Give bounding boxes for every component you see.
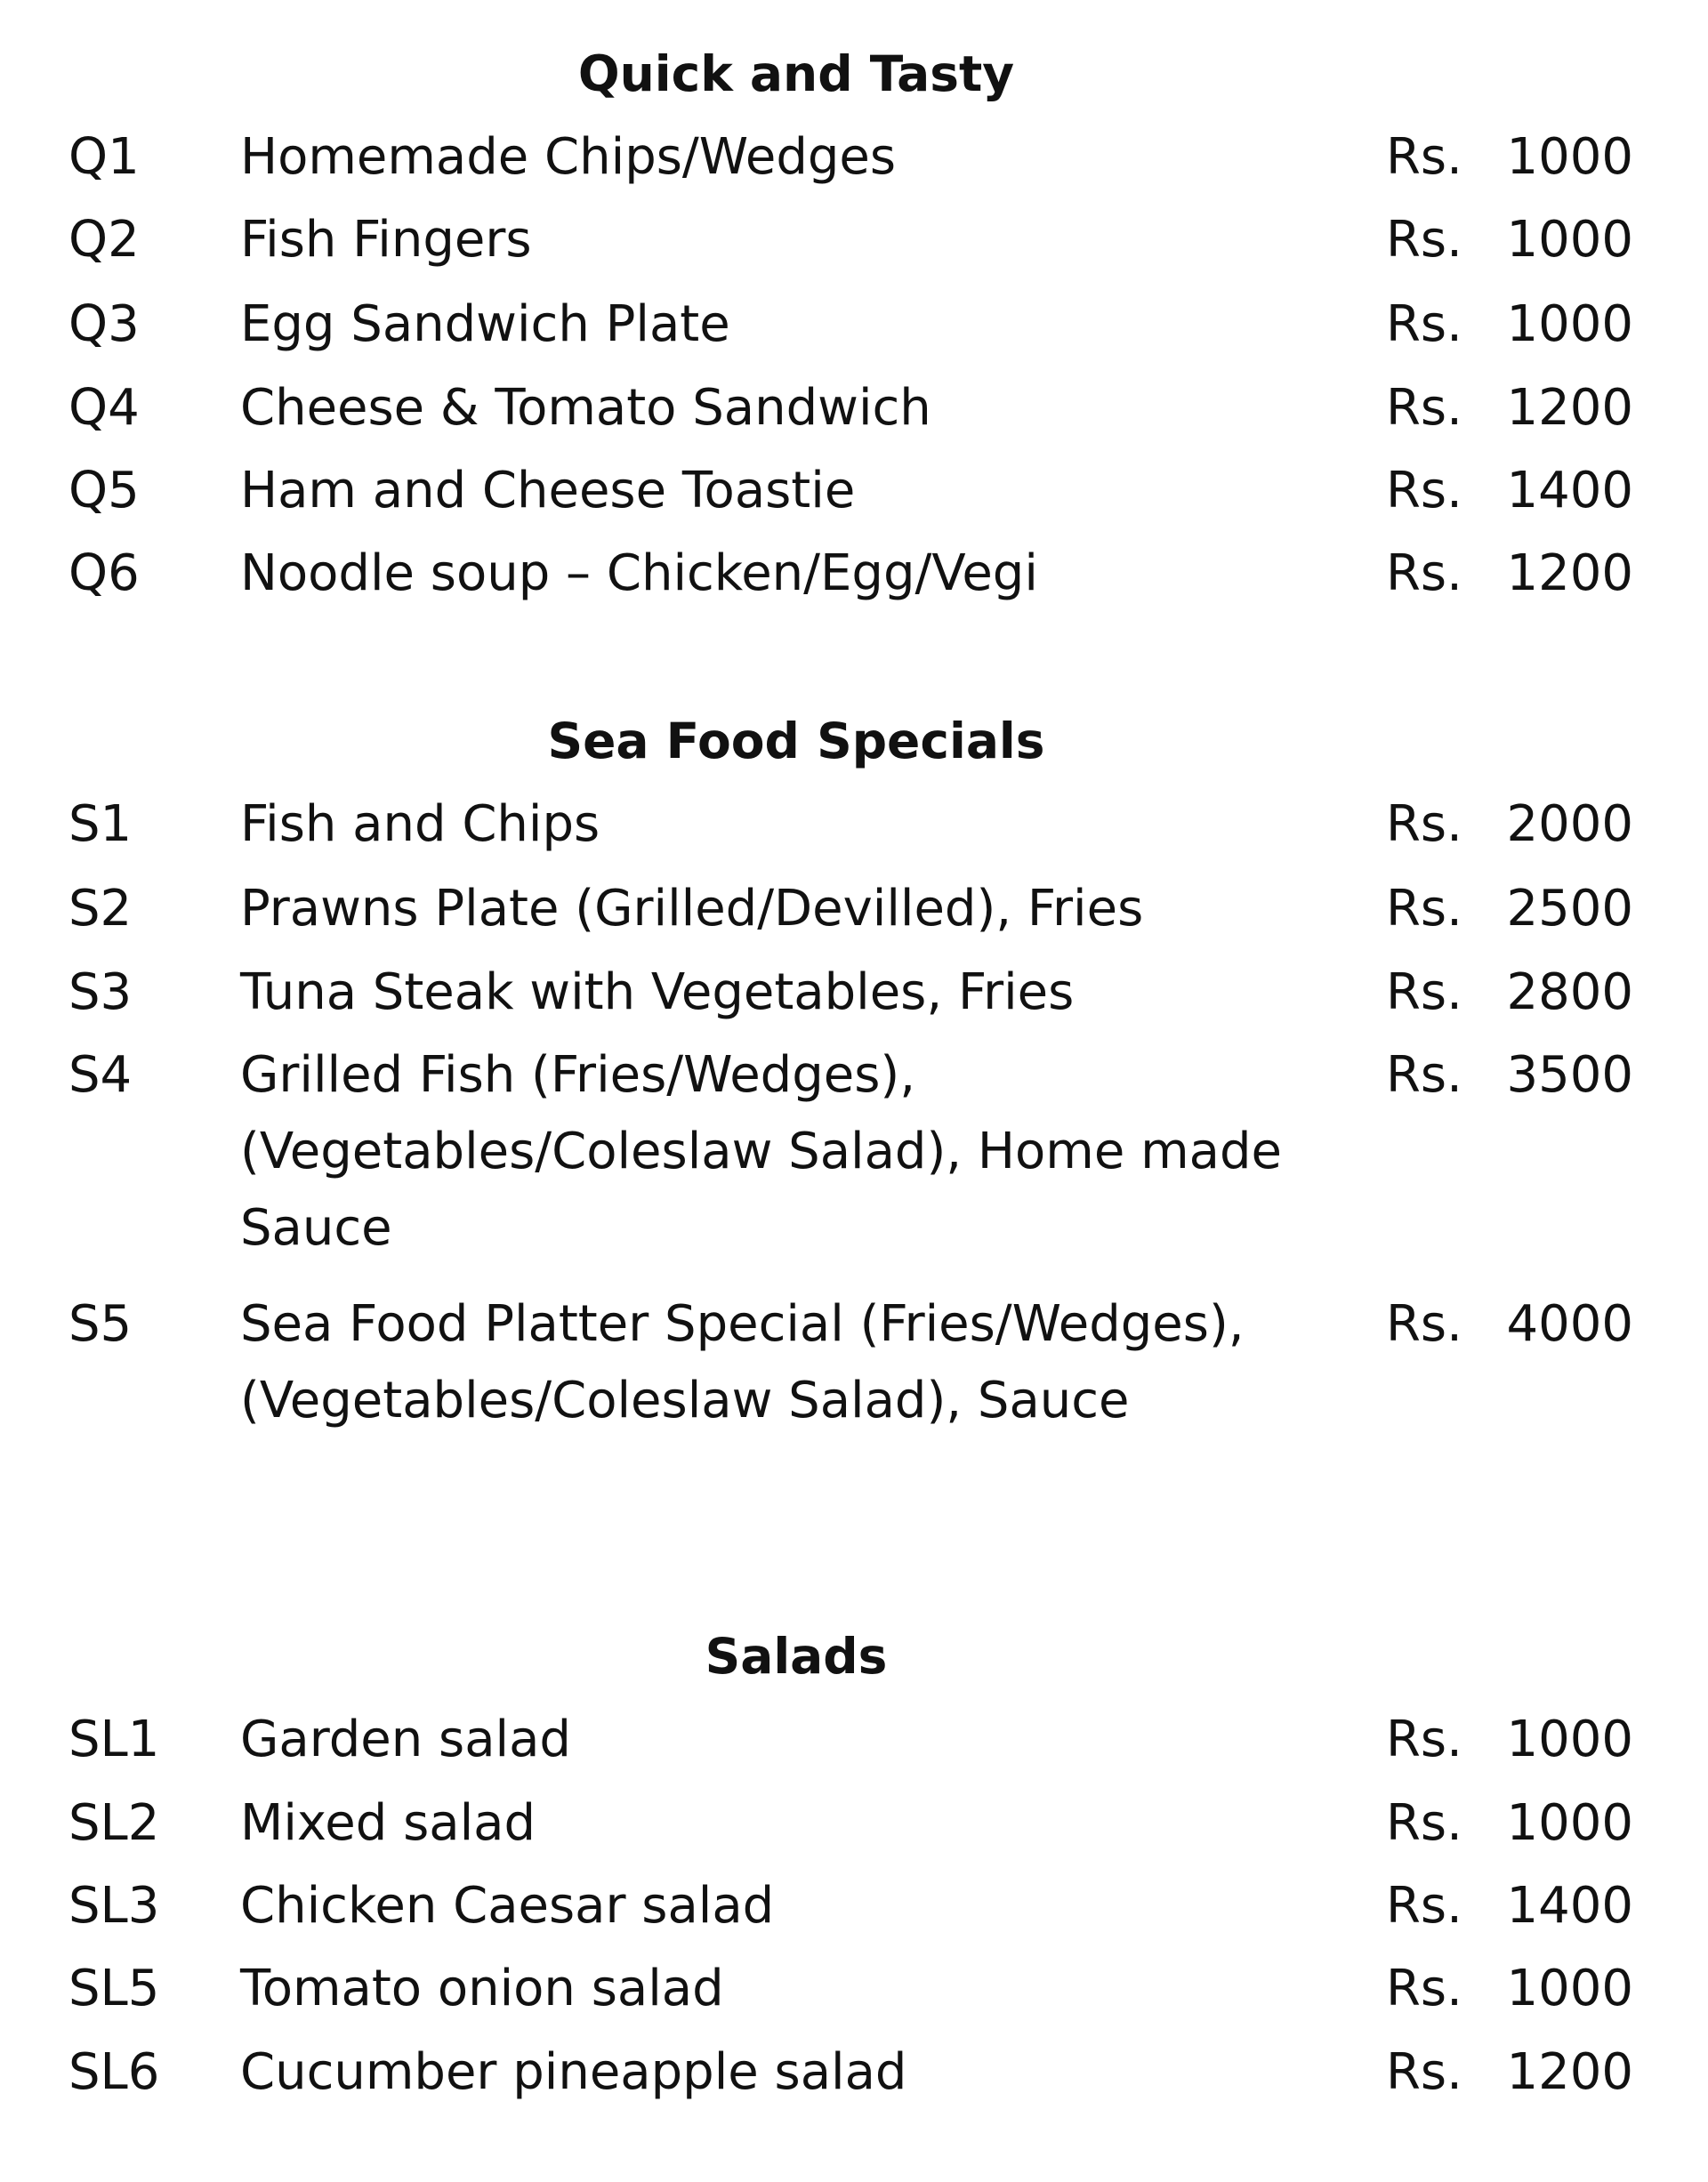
item-code: Q4 [68, 379, 140, 437]
item-price: 1000 [1506, 1794, 1633, 1852]
item-name: Noodle soup – Chicken/Egg/Vegi [240, 544, 1038, 602]
item-currency: Rs. [1386, 1046, 1462, 1104]
section-title-quick-and-tasty: Quick and Tasty [577, 45, 1015, 102]
item-name: Sea Food Platter Special (Fries/Wedges), (Vegetables/Coleslaw Salad), Sauce [240, 1295, 1245, 1429]
item-code: S5 [68, 1295, 133, 1353]
item-currency: Rs. [1386, 963, 1462, 1021]
item-name: Garden salad [240, 1711, 571, 1768]
item-code: Q1 [68, 128, 140, 186]
item-currency: Rs. [1386, 462, 1462, 519]
item-currency: Rs. [1386, 1711, 1462, 1768]
item-price: 2500 [1506, 880, 1633, 938]
item-currency: Rs. [1386, 211, 1462, 269]
item-name: Tuna Steak with Vegetables, Fries [240, 963, 1075, 1021]
item-currency: Rs. [1386, 1960, 1462, 2017]
item-code: Q5 [68, 462, 140, 519]
item-currency: Rs. [1386, 128, 1462, 186]
item-code: SL2 [68, 1794, 160, 1852]
item-name: Mixed salad [240, 1794, 536, 1852]
section-title-sea-food-specials: Sea Food Specials [547, 713, 1045, 769]
section-title-salads: Salads [705, 1628, 888, 1685]
item-currency: Rs. [1386, 880, 1462, 938]
item-currency: Rs. [1386, 2043, 1462, 2101]
item-code: S3 [68, 963, 133, 1021]
item-name: Fish Fingers [240, 211, 532, 269]
item-price: 1400 [1506, 1877, 1633, 1935]
item-code: Q3 [68, 295, 140, 353]
item-price: 1200 [1506, 544, 1633, 602]
item-price: 1000 [1506, 128, 1633, 186]
item-price: 1400 [1506, 462, 1633, 519]
item-currency: Rs. [1386, 379, 1462, 437]
item-code: S1 [68, 795, 133, 853]
item-code: Q2 [68, 211, 140, 269]
item-price: 1200 [1506, 2043, 1633, 2101]
item-name: Cucumber pineapple salad [240, 2043, 907, 2101]
item-price: 3500 [1506, 1046, 1633, 1104]
item-name: Ham and Cheese Toastie [240, 462, 856, 519]
item-name: Cheese & Tomato Sandwich [240, 379, 931, 437]
item-price: 1000 [1506, 1960, 1633, 2017]
item-code: SL1 [68, 1711, 160, 1768]
item-price: 4000 [1506, 1295, 1633, 1353]
item-name: Prawns Plate (Grilled/Devilled), Fries [240, 880, 1144, 938]
item-currency: Rs. [1386, 1877, 1462, 1935]
item-code: S4 [68, 1046, 133, 1104]
item-name: Fish and Chips [240, 795, 600, 853]
item-currency: Rs. [1386, 1295, 1462, 1353]
item-code: SL3 [68, 1877, 160, 1935]
item-name: Tomato onion salad [240, 1960, 724, 2017]
item-price: 2000 [1506, 795, 1633, 853]
item-price: 1200 [1506, 379, 1633, 437]
item-code: S2 [68, 880, 133, 938]
item-currency: Rs. [1386, 1794, 1462, 1852]
item-currency: Rs. [1386, 795, 1462, 853]
item-price: 2800 [1506, 963, 1633, 1021]
item-name: Chicken Caesar salad [240, 1877, 775, 1935]
item-name: Egg Sandwich Plate [240, 295, 730, 353]
item-currency: Rs. [1386, 544, 1462, 602]
item-price: 1000 [1506, 295, 1633, 353]
item-code: SL6 [68, 2043, 160, 2101]
item-currency: Rs. [1386, 295, 1462, 353]
item-price: 1000 [1506, 1711, 1633, 1768]
item-code: SL5 [68, 1960, 160, 2017]
item-name: Homemade Chips/Wedges [240, 128, 897, 186]
item-name: Grilled Fish (Fries/Wedges), (Vegetables/Coleslaw Salad), Home made Sauce [240, 1046, 1282, 1257]
item-price: 1000 [1506, 211, 1633, 269]
item-code: Q6 [68, 544, 140, 602]
